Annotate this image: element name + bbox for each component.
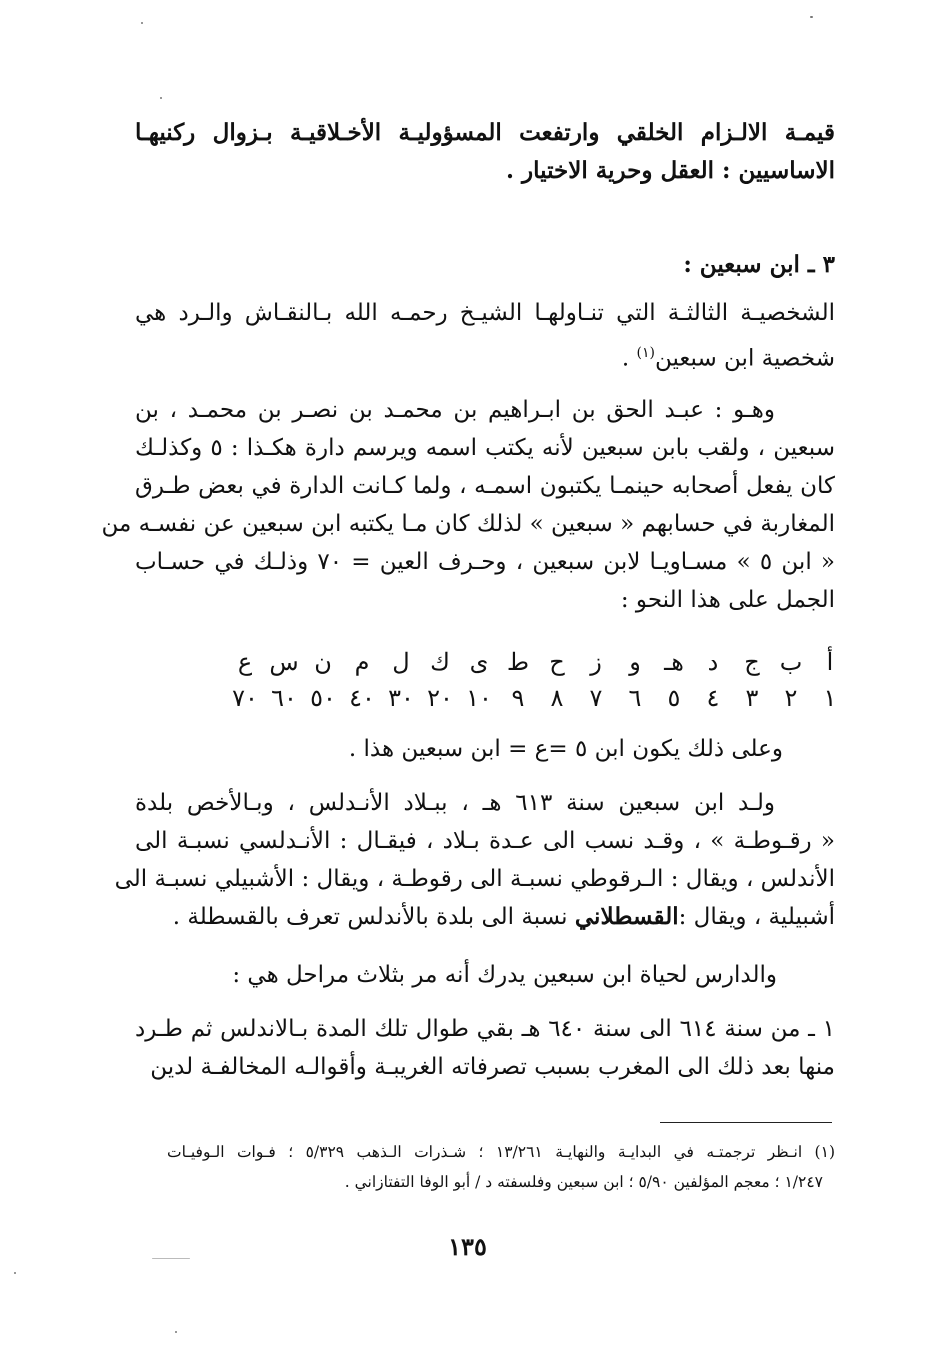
text-line: والدارس لحياة ابن سبعين يدرك أنه مر بثلاث مراحل هي : [232,962,777,988]
scan-speck [141,22,143,24]
paragraph-4 [135,960,835,996]
abjad-value: ٣٠ [388,684,414,712]
emphasized-text: القسطلاني [574,903,679,930]
abjad-value: ١٠ [466,684,492,712]
abjad-value: ٣ [745,684,759,712]
text-segment: أشبيلية ، ويقال : [678,904,835,930]
scan-speck [14,1272,16,1274]
section-heading-block [135,250,835,286]
abjad-letter: أ [826,648,834,676]
text-line: كان يفعل أصحابه حينمـا يكتبون اسمـه ، ولما كـانت الدارة في بعض طـرق [135,473,835,499]
text-line: الشخصيـة الثالثـة التي تنـاولهـا الشيـخ رحمـه الله بـالنقـاش والـرد هي [135,300,835,326]
abjad-letter: و [629,648,641,676]
abjad-value: ٦ [628,684,642,712]
abjad-value: ٩ [511,684,525,712]
abjad-letter: ك [430,648,450,676]
text-segment: شخصية ابن سبعين [654,345,835,372]
abjad-value: ٥٠ [310,684,336,712]
abjad-letter: ط [506,648,530,676]
scan-speck [810,16,813,18]
abjad-value: ٤ [706,684,720,712]
abjad-letters-row [237,644,835,680]
abjad-letter: س [269,648,299,676]
section-heading: ٣ ـ ابن سبعين : [683,251,835,278]
abjad-value: ٥ [667,684,681,712]
scan-speck [152,1258,190,1259]
paragraph-2 [101,395,835,625]
text-line: قيمـة الالـزام الخلقي وارتفعت المسؤوليـة الأخـلاقيـة بـزوال ركنيهـا [135,119,835,146]
paragraph-1 [135,298,835,378]
abjad-value: ٧ [589,684,603,712]
footnote-separator [660,1122,832,1123]
abjad-value: ٢ [784,684,798,712]
abjad-letter: ب [779,648,803,676]
abjad-conclusion-block [135,734,835,770]
footnote-reference: (١) [636,345,655,361]
footnote-line: (١) انـظر ترجمتـه في البدايـة والنهايـة ١٣/٢٦١ ؛ شـذرات الـذهب ٥/٣٢٩ ؛ فـوات الـوفيـات [167,1143,835,1161]
text-line: ١ ـ من سنة ٦١٤ الى سنة ٦٤٠ هـ بقي طوال تلك المدة بـالاندلس ثم طـرد [135,1016,836,1042]
abjad-letter: م [354,648,370,676]
abjad-value: ٧٠ [232,684,258,712]
abjad-letter: ن [314,648,332,676]
abjad-letter: ز [590,648,602,676]
paragraph-3 [114,788,835,948]
text-segment: نسبة الى بلدة بالأندلس تعرف بالقسطلة . [172,904,575,930]
scan-speck [175,1331,177,1333]
scan-speck [160,97,162,99]
abjad-value: ٤٠ [349,684,375,712]
text-line: « ابن ٥ » مسـاويـا لابن سبعين ، وحـرف العين = ٧٠ وذلـك في حسـاب [135,549,835,575]
abjad-letter: د [707,648,719,676]
abjad-letter: ع [237,648,253,676]
text-line: المغاربة في حسابهم « سبعين » لذلك كان مـا يكتبه ابن سبعين عن نفسـه من [101,511,835,537]
text-line: منها بعد ذلك الى المغرب بسبب تصرفاته الغريبـة وأقوالـه المخالفـة لدين [150,1054,835,1080]
text-line: الاساسيين : العقل وحرية الاختيار . [506,157,835,184]
text-line [622,338,835,374]
text-line: سبعين ، ولقب بابن سبعين لأنه يكتب اسمه ويرسم دارة هكـذا : ٥ وكذلـك [135,435,835,461]
abjad-value: ٨ [550,684,564,712]
abjad-values-row [232,680,837,716]
abjad-letter: ح [549,648,565,676]
abjad-value: ٢٠ [427,684,453,712]
page-number: ١٣٥ [448,1232,487,1261]
footnote-line: ١/٢٤٧ ؛ معجم المؤلفين ٥/٩٠ ؛ ابن سبعين وفلسفته د / أبو الوفا التفتازاني . [344,1173,823,1191]
list-item-1 [135,1014,835,1094]
text-line: الجمل على هذا النحو : [620,587,835,613]
intro-paragraph [135,118,835,198]
abjad-value: ٦٠ [271,684,297,712]
text-line: وهـو : عبـد الحق بن ابـراهيم بن محمـد بن نصـر بن محمـد ، بن [135,397,775,423]
text-line: « رقـوطـة » ، وقـد نسب الى عـدة بـلاد ، فيقـال : الأنـدلسي نسبـة الى [135,828,835,854]
text-line [173,902,835,932]
abjad-letter: ج [744,648,760,676]
abjad-letter: هـ [664,648,684,676]
text-line: ولـد ابن سبعين سنة ٦١٣ هـ ، ببـلاد الأنـدلس ، وبـالأخص بلدة [135,790,775,816]
abjad-letter: ى [469,648,489,676]
abjad-value: ١ [823,684,837,712]
text-line: الأندلس ، ويقال : الـرقوطي نسبـة الى رقوطـة ، ويقال : الأشبيلي نسبـة الى [114,866,835,892]
abjad-letter: ل [392,648,410,676]
text-line: وعلى ذلك يكون ابن ٥ =ع = ابن سبعين هذا . [348,736,783,762]
text-segment: . [621,345,637,372]
